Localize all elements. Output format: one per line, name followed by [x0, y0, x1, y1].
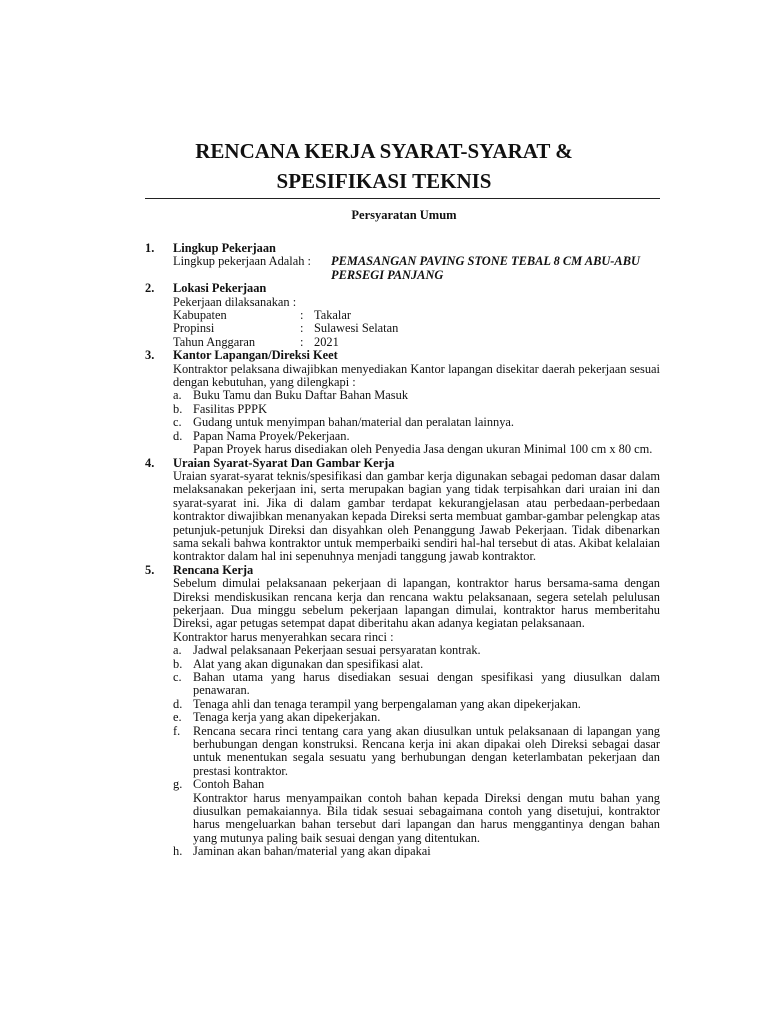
list-text: Fasilitas PPPK [193, 401, 268, 416]
location-key: Tahun Anggaran [173, 334, 256, 349]
list-item [173, 416, 660, 429]
list-item [173, 403, 660, 416]
list-letter: b. [173, 656, 183, 671]
list-text: Jaminan akan bahan/material yang akan dipakai [193, 844, 431, 859]
list-letter: d. [173, 428, 183, 443]
list-letter: c. [173, 415, 182, 430]
location-intro: Pekerjaan dilaksanakan : [173, 294, 297, 309]
list-letter: b. [173, 401, 183, 416]
section-intro: Kontraktor harus menyerahkan secara rinci : [173, 629, 394, 644]
list-letter: d. [173, 696, 183, 711]
list-subtext: Papan Proyek harus disediakan oleh Penyedia Jasa dengan ukuran Minimal 100 cm x 80 cm. [193, 442, 653, 457]
section-heading: Lingkup Pekerjaan [173, 241, 276, 255]
list-item [173, 430, 660, 457]
list-item [173, 671, 660, 698]
section-paragraph: Uraian syarat-syarat teknis/spesifikasi dan gambar kerja digunakan sebagai pedoman dasar dalam melaksanakan pekerjaan ini, serta merupakan bagian yang tidak terpisahkan dari uraian ini dan syarat-syarat ini. Jika di dalam gambar terdapat kekurangjelasan atau perbedaan-perbedaan kontraktor diwajibkan menanyakan kepada Direksi serta membuat gambar-gambar pelengkap atas petunjuk-petunjuk Direksi dan disyahkan oleh Penanggung Jawab Pekerjaan. Tidak dibenarkan sama sekali bahwa kontraktor untuk memperbaiki sendiri hal-hal tersebut di atas. Akibat kelalaian kontraktor dalam hal ini sepenuhnya menjadi tanggung jawab kontraktor. [173, 468, 660, 564]
section-paragraph: Kontraktor pelaksana diwajibkan menyediakan Kantor lapangan disekitar daerah pekerjaan sesuai dengan kebutuhan, yang dilengkapi : [173, 361, 660, 390]
section-heading: Lokasi Pekerjaan [173, 281, 267, 296]
section-paragraph: Sebelum dimulai pelaksanaan pekerjaan di lapangan, kontraktor harus bersama-sama dengan Direksi mendiskusikan rencana kerja dan rencana waktu pelaksanaan, segera setelah pelulusan pekerjaan. Dua minggu sebelum pekerjaan lapangan dimulai, kontraktor harus memberitahu Direksi, agar petugas setempat dapat diberitahu akan adanya kegiatan pelaksanaan. [173, 576, 660, 631]
list-text: Rencana secara rinci tentang cara yang akan diusulkan untuk pelaksanaan di lapangan yang berhubungan dengan konstruksi. Rencana kerja ini akan dipakai oleh Direksi sebagai dasar untuk menentukan segala sesuatu yang berhubungan dengan keterlambatan pekerjaan dan prestasi kontraktor. [193, 723, 660, 778]
location-row [173, 336, 660, 349]
list-text: Gudang untuk menyimpan bahan/material dan peralatan lainnya. [193, 415, 515, 430]
scope-row [173, 255, 660, 282]
list-item [173, 778, 660, 845]
section-subtitle: Persyaratan Umum [351, 208, 457, 222]
list-text: Contoh Bahan [193, 777, 265, 792]
location-value: Sulawesi Selatan [314, 321, 399, 336]
list-item [173, 711, 660, 724]
location-row [173, 322, 660, 335]
list-item [173, 845, 660, 858]
location-key: Kabupaten [173, 308, 227, 323]
list-item [173, 389, 660, 402]
list-item [173, 698, 660, 711]
list-letter: g. [173, 777, 183, 792]
section-2 [145, 282, 660, 349]
section-3 [145, 349, 660, 456]
list-text: Papan Nama Proyek/Pekerjaan. [193, 428, 350, 443]
list-text: Jadwal pelaksanaan Pekerjaan sesuai persyaratan kontrak. [193, 643, 481, 658]
list-text: Buku Tamu dan Buku Daftar Bahan Masuk [193, 388, 409, 403]
list-text: Alat yang akan digunakan dan spesifikasi alat. [193, 656, 424, 671]
scope-value: PEMASANGAN PAVING STONE TEBAL 8 CM ABU-ABU PERSEGI PANJANG [331, 254, 640, 282]
document-body [145, 242, 660, 859]
list-text: Tenaga ahli dan tenaga terampil yang berpengalaman yang akan dipekerjakan. [193, 696, 581, 711]
list-letter: h. [173, 844, 183, 859]
title-line-2: SPESIFIKASI TEKNIS [276, 169, 492, 193]
section-5 [145, 564, 660, 859]
location-row [173, 309, 660, 322]
list-letter: a. [173, 388, 182, 403]
list-letter: a. [173, 643, 182, 658]
list-item [173, 658, 660, 671]
scope-label: Lingkup pekerjaan Adalah : [173, 254, 311, 269]
section-heading: Kantor Lapangan/Direksi Keet [173, 348, 338, 363]
list-text: Bahan utama yang harus disediakan sesuai dengan spesifikasi yang diusulkan dalam penawaran. [193, 670, 660, 698]
section-4 [145, 457, 660, 564]
list-item [173, 725, 660, 779]
section-1 [145, 242, 660, 282]
section-number: 1. [145, 241, 155, 255]
section-number: 2. [145, 281, 155, 296]
list-item [173, 644, 660, 657]
location-colon: : [300, 321, 304, 336]
section-number: 5. [145, 562, 155, 577]
list-subtext: Kontraktor harus menyampaikan contoh bahan kepada Direksi dengan mutu bahan yang diusulkan pemakaiannya. Bila tidak sesuai sebagaimana contoh yang disetujui, kontraktor harus mengeluarkan bahan tersebut dari lapangan dan harus menggantinya dengan bahan yang mutunya paling baik sesuai dengan yang ditentukan. [193, 790, 660, 845]
title-line-1: RENCANA KERJA SYARAT-SYARAT & [195, 139, 573, 163]
list-letter: f. [173, 723, 181, 738]
list-letter: c. [173, 670, 182, 684]
location-value: Takalar [314, 308, 351, 323]
section-heading: Uraian Syarat-Syarat Dan Gambar Kerja [173, 455, 395, 470]
section-heading: Rencana Kerja [173, 562, 254, 577]
location-colon: : [300, 308, 304, 323]
location-value: 2021 [314, 334, 339, 349]
list-letter: e. [173, 710, 182, 725]
location-key: Propinsi [173, 321, 215, 336]
section-number: 4. [145, 455, 155, 470]
section-number: 3. [145, 348, 155, 363]
list-text: Tenaga kerja yang akan dipekerjakan. [193, 710, 381, 725]
location-colon: : [300, 334, 304, 349]
document-title [0, 136, 768, 196]
title-divider [145, 198, 660, 199]
